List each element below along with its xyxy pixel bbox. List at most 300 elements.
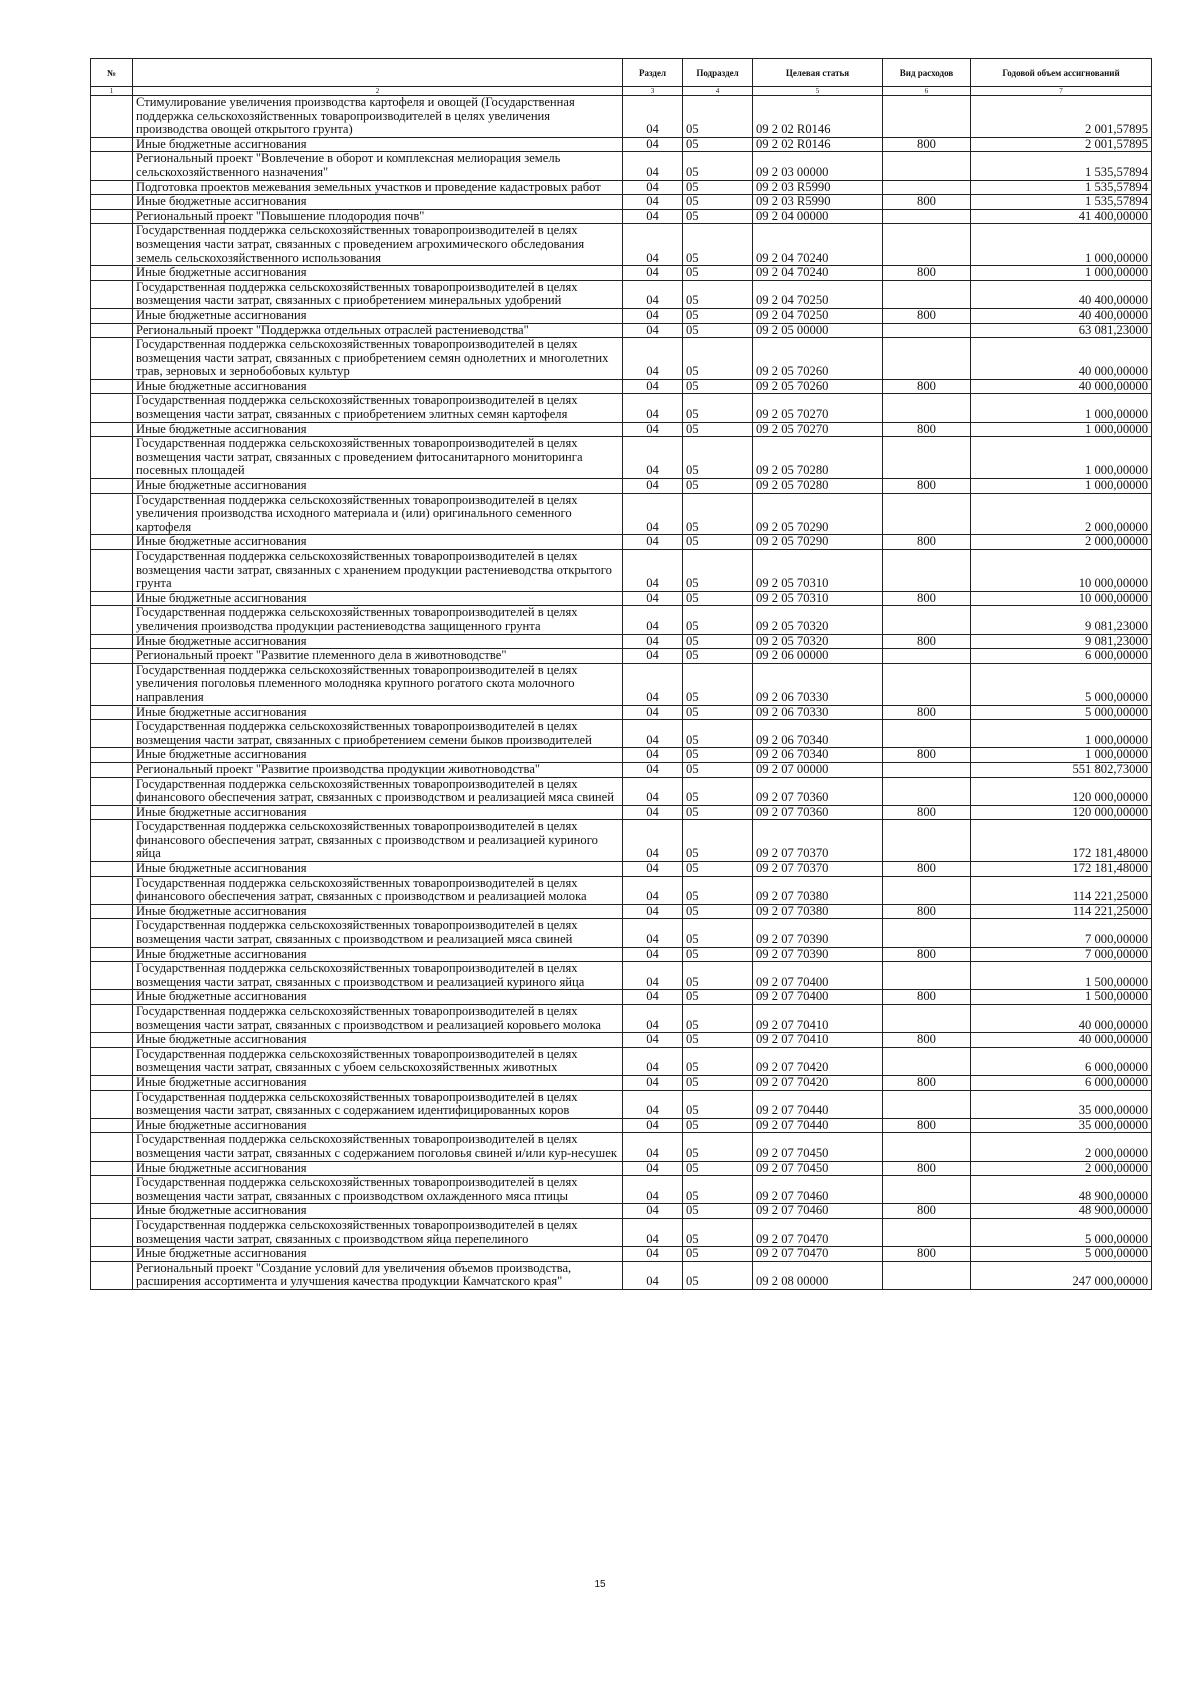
cell-section: 04 (623, 947, 683, 962)
cell-amount: 35 000,00000 (971, 1090, 1152, 1118)
cell-expense-type (883, 1133, 971, 1161)
cell-name: Подготовка проектов межевания земельных участков и проведение кадастровых работ (133, 180, 623, 195)
cell-expense-type (883, 1047, 971, 1075)
cell-expense-type (883, 224, 971, 266)
table-row (91, 777, 1152, 805)
cell-target-article: 09 2 07 70390 (753, 919, 883, 947)
cell-name: Иные бюджетные ассигнования (133, 308, 623, 323)
table-row (91, 209, 1152, 224)
cell-number (91, 479, 133, 494)
cell-target-article: 09 2 07 70440 (753, 1118, 883, 1133)
cell-target-article: 09 2 05 70270 (753, 394, 883, 422)
cell-section: 04 (623, 1090, 683, 1118)
cell-number (91, 437, 133, 479)
cell-name: Иные бюджетные ассигнования (133, 862, 623, 877)
cell-target-article: 09 2 07 70450 (753, 1161, 883, 1176)
cell-target-article: 09 2 07 70410 (753, 1033, 883, 1048)
table-row (91, 947, 1152, 962)
cell-target-article: 09 2 07 70370 (753, 820, 883, 862)
cell-target-article: 09 2 07 70380 (753, 904, 883, 919)
cell-name: Иные бюджетные ассигнования (133, 379, 623, 394)
cell-amount: 40 000,00000 (971, 1005, 1152, 1033)
cell-section: 04 (623, 805, 683, 820)
cell-expense-type (883, 323, 971, 338)
cell-number (91, 394, 133, 422)
cell-number (91, 1247, 133, 1262)
cell-name: Иные бюджетные ассигнования (133, 535, 623, 550)
cell-section: 04 (623, 862, 683, 877)
table-row (91, 394, 1152, 422)
cell-section: 04 (623, 266, 683, 281)
cell-subsection: 05 (683, 1218, 753, 1246)
cell-number (91, 1118, 133, 1133)
cell-target-article: 09 2 06 70330 (753, 663, 883, 705)
cell-expense-type (883, 152, 971, 180)
cell-target-article: 09 2 04 70250 (753, 280, 883, 308)
cell-target-article: 09 2 05 70290 (753, 535, 883, 550)
cell-amount: 6 000,00000 (971, 1047, 1152, 1075)
cell-number (91, 1090, 133, 1118)
budget-table (90, 58, 1152, 1290)
cell-target-article: 09 2 02 R0146 (753, 137, 883, 152)
table-row (91, 137, 1152, 152)
cell-expense-type: 800 (883, 1161, 971, 1176)
cell-subsection: 05 (683, 1204, 753, 1219)
cell-subsection: 05 (683, 493, 753, 535)
cell-section: 04 (623, 323, 683, 338)
cell-number (91, 805, 133, 820)
table-row (91, 663, 1152, 705)
table-row (91, 1033, 1152, 1048)
cell-expense-type (883, 720, 971, 748)
cell-name: Иные бюджетные ассигнования (133, 634, 623, 649)
cell-section: 04 (623, 394, 683, 422)
cell-expense-type: 800 (883, 266, 971, 281)
cell-amount: 1 000,00000 (971, 224, 1152, 266)
table-row (91, 1247, 1152, 1262)
cell-amount: 1 500,00000 (971, 990, 1152, 1005)
cell-target-article: 09 2 07 70460 (753, 1176, 883, 1204)
cell-name: Государственная поддержка сельскохозяйственных товаропроизводителей в целях возмещения части затрат, связанных с приобретением семян однолетних и многолетних трав, зерновых и зернобобовых культур (133, 338, 623, 380)
cell-subsection: 05 (683, 634, 753, 649)
cell-name: Региональный проект "Развитие племенного дела в животноводстве" (133, 649, 623, 664)
cell-name: Государственная поддержка сельскохозяйственных товаропроизводителей в целях возмещения части затрат, связанных с приобретением семени быков производителей (133, 720, 623, 748)
cell-section: 04 (623, 437, 683, 479)
cell-section: 04 (623, 1033, 683, 1048)
cell-name: Государственная поддержка сельскохозяйственных товаропроизводителей в целях возмещения части затрат, связанных с производством и реализацией мяса свиней (133, 919, 623, 947)
cell-amount: 40 000,00000 (971, 338, 1152, 380)
page-number: 15 (594, 1579, 606, 1590)
cell-section: 04 (623, 195, 683, 210)
cell-subsection: 05 (683, 437, 753, 479)
cell-target-article: 09 2 07 70440 (753, 1090, 883, 1118)
cell-name: Государственная поддержка сельскохозяйственных товаропроизводителей в целях возмещения части затрат, связанных с содержанием идентифицированных коров (133, 1090, 623, 1118)
cell-expense-type: 800 (883, 862, 971, 877)
cell-name: Иные бюджетные ассигнования (133, 805, 623, 820)
cell-expense-type (883, 876, 971, 904)
cell-expense-type (883, 280, 971, 308)
cell-name: Иные бюджетные ассигнования (133, 1075, 623, 1090)
cell-name: Государственная поддержка сельскохозяйственных товаропроизводителей в целях увеличения производства продукции растениеводства защищенного грунта (133, 606, 623, 634)
cell-subsection: 05 (683, 947, 753, 962)
column-number: 5 (753, 87, 883, 96)
cell-number (91, 1204, 133, 1219)
header-name (133, 59, 623, 87)
cell-expense-type (883, 437, 971, 479)
table-row (91, 591, 1152, 606)
cell-section: 04 (623, 137, 683, 152)
cell-subsection: 05 (683, 338, 753, 380)
cell-section: 04 (623, 422, 683, 437)
cell-expense-type: 800 (883, 1247, 971, 1262)
cell-subsection: 05 (683, 479, 753, 494)
table-row (91, 195, 1152, 210)
cell-number (91, 876, 133, 904)
cell-target-article: 09 2 07 70400 (753, 962, 883, 990)
cell-target-article: 09 2 08 00000 (753, 1261, 883, 1289)
cell-section: 04 (623, 493, 683, 535)
cell-expense-type: 800 (883, 195, 971, 210)
cell-subsection: 05 (683, 550, 753, 592)
cell-amount: 6 000,00000 (971, 649, 1152, 664)
cell-subsection: 05 (683, 1033, 753, 1048)
cell-section: 04 (623, 209, 683, 224)
cell-amount: 114 221,25000 (971, 876, 1152, 904)
cell-expense-type: 800 (883, 1075, 971, 1090)
cell-name: Государственная поддержка сельскохозяйственных товаропроизводителей в целях финансового обеспечения затрат, связанных с производством и реализацией куриного яйца (133, 820, 623, 862)
table-row (91, 152, 1152, 180)
table-row (91, 550, 1152, 592)
table-row (91, 437, 1152, 479)
cell-number (91, 990, 133, 1005)
cell-section: 04 (623, 1247, 683, 1262)
cell-target-article: 09 2 07 70450 (753, 1133, 883, 1161)
cell-name: Иные бюджетные ассигнования (133, 422, 623, 437)
cell-amount: 40 000,00000 (971, 379, 1152, 394)
cell-name: Иные бюджетные ассигнования (133, 947, 623, 962)
cell-subsection: 05 (683, 96, 753, 138)
cell-name: Стимулирование увеличения производства картофеля и овощей (Государственная поддержка сельскохозяйственных товаропроизводителей в целях увеличения производства овощей открытого грунта) (133, 96, 623, 138)
header-annual-amount: Годовой объем ассигнований (971, 59, 1152, 87)
cell-number (91, 748, 133, 763)
cell-expense-type (883, 1218, 971, 1246)
cell-target-article: 09 2 07 70410 (753, 1005, 883, 1033)
cell-amount: 48 900,00000 (971, 1204, 1152, 1219)
cell-target-article: 09 2 07 70400 (753, 990, 883, 1005)
cell-number (91, 962, 133, 990)
cell-expense-type: 800 (883, 947, 971, 962)
cell-number (91, 1161, 133, 1176)
cell-subsection: 05 (683, 224, 753, 266)
cell-number (91, 195, 133, 210)
table-body (91, 96, 1152, 1290)
cell-target-article: 09 2 06 70330 (753, 705, 883, 720)
cell-section: 04 (623, 591, 683, 606)
cell-subsection: 05 (683, 919, 753, 947)
table-row (91, 323, 1152, 338)
cell-target-article: 09 2 04 00000 (753, 209, 883, 224)
cell-name: Региональный проект "Вовлечение в оборот и комплексная мелиорация земель сельскохозяйственного назначения" (133, 152, 623, 180)
cell-number (91, 1133, 133, 1161)
cell-expense-type: 800 (883, 705, 971, 720)
cell-number (91, 137, 133, 152)
cell-section: 04 (623, 180, 683, 195)
cell-amount: 2 000,00000 (971, 1161, 1152, 1176)
cell-target-article: 09 2 05 70260 (753, 338, 883, 380)
cell-amount: 120 000,00000 (971, 805, 1152, 820)
cell-name: Региональный проект "Создание условий для увеличения объемов производства, расширения ассортимента и улучшения качества продукции Камчатского края" (133, 1261, 623, 1289)
cell-amount: 5 000,00000 (971, 663, 1152, 705)
cell-number (91, 663, 133, 705)
table-row (91, 1204, 1152, 1219)
cell-amount: 40 000,00000 (971, 1033, 1152, 1048)
cell-amount: 5 000,00000 (971, 1218, 1152, 1246)
cell-expense-type (883, 663, 971, 705)
cell-name: Иные бюджетные ассигнования (133, 748, 623, 763)
cell-amount: 120 000,00000 (971, 777, 1152, 805)
cell-number (91, 606, 133, 634)
cell-number (91, 1261, 133, 1289)
table-row (91, 308, 1152, 323)
cell-amount: 1 535,57894 (971, 195, 1152, 210)
cell-name: Государственная поддержка сельскохозяйственных товаропроизводителей в целях возмещения части затрат, связанных с приобретением элитных семян картофеля (133, 394, 623, 422)
cell-amount: 2 000,00000 (971, 1133, 1152, 1161)
cell-target-article: 09 2 04 70240 (753, 224, 883, 266)
column-number: 3 (623, 87, 683, 96)
cell-name: Иные бюджетные ассигнования (133, 1204, 623, 1219)
cell-expense-type (883, 820, 971, 862)
cell-section: 04 (623, 876, 683, 904)
cell-target-article: 09 2 06 70340 (753, 748, 883, 763)
cell-amount: 2 000,00000 (971, 493, 1152, 535)
cell-subsection: 05 (683, 663, 753, 705)
cell-name: Иные бюджетные ассигнования (133, 591, 623, 606)
cell-name: Государственная поддержка сельскохозяйственных товаропроизводителей в целях возмещения части затрат, связанных с производством и реализацией куриного яйца (133, 962, 623, 990)
table-row (91, 479, 1152, 494)
table-row (91, 720, 1152, 748)
cell-name: Иные бюджетные ассигнования (133, 1033, 623, 1048)
cell-name: Государственная поддержка сельскохозяйственных товаропроизводителей в целях финансового обеспечения затрат, связанных с производством и реализацией молока (133, 876, 623, 904)
column-number: 6 (883, 87, 971, 96)
cell-section: 04 (623, 1005, 683, 1033)
cell-number (91, 493, 133, 535)
cell-amount: 7 000,00000 (971, 947, 1152, 962)
cell-subsection: 05 (683, 1118, 753, 1133)
cell-subsection: 05 (683, 394, 753, 422)
cell-number (91, 180, 133, 195)
cell-section: 04 (623, 720, 683, 748)
cell-section: 04 (623, 919, 683, 947)
cell-section: 04 (623, 634, 683, 649)
cell-amount: 40 400,00000 (971, 280, 1152, 308)
cell-name: Иные бюджетные ассигнования (133, 479, 623, 494)
cell-number (91, 338, 133, 380)
cell-section: 04 (623, 96, 683, 138)
cell-name: Государственная поддержка сельскохозяйственных товаропроизводителей в целях возмещения части затрат, связанных с хранением продукции растениеводства открытого грунта (133, 550, 623, 592)
cell-number (91, 209, 133, 224)
cell-subsection: 05 (683, 535, 753, 550)
cell-name: Государственная поддержка сельскохозяйственных товаропроизводителей в целях возмещения части затрат, связанных с убоем сельскохозяйственных животных (133, 1047, 623, 1075)
cell-target-article: 09 2 05 70310 (753, 591, 883, 606)
cell-number (91, 1033, 133, 1048)
cell-section: 04 (623, 535, 683, 550)
cell-amount: 41 400,00000 (971, 209, 1152, 224)
cell-amount: 35 000,00000 (971, 1118, 1152, 1133)
column-number: 2 (133, 87, 623, 96)
cell-subsection: 05 (683, 209, 753, 224)
column-number: 1 (91, 87, 133, 96)
cell-section: 04 (623, 1047, 683, 1075)
cell-number (91, 777, 133, 805)
cell-name: Иные бюджетные ассигнования (133, 1118, 623, 1133)
table-row (91, 422, 1152, 437)
cell-section: 04 (623, 479, 683, 494)
cell-target-article: 09 2 07 70370 (753, 862, 883, 877)
cell-target-article: 09 2 07 70420 (753, 1075, 883, 1090)
cell-section: 04 (623, 777, 683, 805)
cell-target-article: 09 2 07 70470 (753, 1218, 883, 1246)
cell-number (91, 1075, 133, 1090)
cell-expense-type: 800 (883, 904, 971, 919)
cell-expense-type: 800 (883, 634, 971, 649)
cell-name: Государственная поддержка сельскохозяйственных товаропроизводителей в целях возмещения части затрат, связанных с содержанием поголовья свиней и/или кур-несушек (133, 1133, 623, 1161)
cell-subsection: 05 (683, 606, 753, 634)
cell-subsection: 05 (683, 805, 753, 820)
cell-subsection: 05 (683, 422, 753, 437)
cell-number (91, 266, 133, 281)
cell-expense-type: 800 (883, 379, 971, 394)
cell-amount: 7 000,00000 (971, 919, 1152, 947)
cell-target-article: 09 2 07 00000 (753, 762, 883, 777)
cell-expense-type (883, 180, 971, 195)
cell-subsection: 05 (683, 1261, 753, 1289)
cell-expense-type: 800 (883, 1204, 971, 1219)
cell-subsection: 05 (683, 990, 753, 1005)
cell-target-article: 09 2 04 70240 (753, 266, 883, 281)
cell-amount: 40 400,00000 (971, 308, 1152, 323)
cell-section: 04 (623, 990, 683, 1005)
cell-section: 04 (623, 649, 683, 664)
cell-subsection: 05 (683, 180, 753, 195)
table-row (91, 224, 1152, 266)
cell-number (91, 1005, 133, 1033)
cell-number (91, 919, 133, 947)
cell-target-article: 09 2 05 70280 (753, 479, 883, 494)
cell-section: 04 (623, 1218, 683, 1246)
cell-subsection: 05 (683, 649, 753, 664)
cell-name: Региональный проект "Поддержка отдельных отраслей растениеводства" (133, 323, 623, 338)
cell-target-article: 09 2 07 70390 (753, 947, 883, 962)
cell-number (91, 904, 133, 919)
table-row (91, 280, 1152, 308)
header-section: Раздел (623, 59, 683, 87)
table-row (91, 606, 1152, 634)
cell-target-article: 09 2 05 70290 (753, 493, 883, 535)
table-row (91, 1133, 1152, 1161)
cell-amount: 5 000,00000 (971, 1247, 1152, 1262)
column-number: 7 (971, 87, 1152, 96)
cell-name: Государственная поддержка сельскохозяйственных товаропроизводителей в целях возмещения части затрат, связанных с производством яйца перепелиного (133, 1218, 623, 1246)
cell-name: Иные бюджетные ассигнования (133, 266, 623, 281)
cell-expense-type (883, 338, 971, 380)
cell-expense-type: 800 (883, 308, 971, 323)
cell-subsection: 05 (683, 720, 753, 748)
cell-subsection: 05 (683, 876, 753, 904)
table-row (91, 962, 1152, 990)
cell-name: Иные бюджетные ассигнования (133, 990, 623, 1005)
cell-section: 04 (623, 550, 683, 592)
cell-amount: 1 000,00000 (971, 748, 1152, 763)
cell-section: 04 (623, 379, 683, 394)
table-row (91, 1090, 1152, 1118)
cell-number (91, 862, 133, 877)
cell-target-article: 09 2 05 70320 (753, 634, 883, 649)
cell-amount: 9 081,23000 (971, 634, 1152, 649)
table-row (91, 762, 1152, 777)
cell-amount: 1 000,00000 (971, 720, 1152, 748)
cell-name: Государственная поддержка сельскохозяйственных товаропроизводителей в целях увеличения поголовья племенного молодняка крупного рогатого скота молочного направления (133, 663, 623, 705)
cell-name: Государственная поддержка сельскохозяйственных товаропроизводителей в целях увеличения производства исходного материала и (или) оригинального семенного картофеля (133, 493, 623, 535)
table-row (91, 1176, 1152, 1204)
budget-document (90, 58, 1151, 1290)
cell-section: 04 (623, 1133, 683, 1161)
cell-subsection: 05 (683, 1005, 753, 1033)
cell-amount: 551 802,73000 (971, 762, 1152, 777)
cell-expense-type (883, 209, 971, 224)
cell-target-article: 09 2 07 70380 (753, 876, 883, 904)
table-row (91, 1118, 1152, 1133)
table-row (91, 1261, 1152, 1289)
cell-number (91, 379, 133, 394)
cell-subsection: 05 (683, 1133, 753, 1161)
table-row (91, 705, 1152, 720)
cell-target-article: 09 2 06 00000 (753, 649, 883, 664)
cell-subsection: 05 (683, 308, 753, 323)
cell-subsection: 05 (683, 1075, 753, 1090)
cell-subsection: 05 (683, 777, 753, 805)
cell-target-article: 09 2 05 70320 (753, 606, 883, 634)
cell-name: Иные бюджетные ассигнования (133, 1161, 623, 1176)
cell-target-article: 09 2 07 70360 (753, 805, 883, 820)
cell-amount: 2 000,00000 (971, 535, 1152, 550)
cell-number (91, 1047, 133, 1075)
cell-target-article: 09 2 07 70360 (753, 777, 883, 805)
cell-name: Иные бюджетные ассигнования (133, 195, 623, 210)
cell-amount: 2 001,57895 (971, 96, 1152, 138)
cell-amount: 114 221,25000 (971, 904, 1152, 919)
cell-amount: 1 000,00000 (971, 437, 1152, 479)
table-row (91, 493, 1152, 535)
cell-expense-type: 800 (883, 1118, 971, 1133)
cell-expense-type (883, 606, 971, 634)
cell-number (91, 535, 133, 550)
header-target-article: Целевая статья (753, 59, 883, 87)
cell-expense-type: 800 (883, 805, 971, 820)
cell-expense-type: 800 (883, 990, 971, 1005)
cell-expense-type: 800 (883, 137, 971, 152)
cell-amount: 1 535,57894 (971, 180, 1152, 195)
table-row (91, 634, 1152, 649)
table-row (91, 1218, 1152, 1246)
cell-subsection: 05 (683, 266, 753, 281)
cell-amount: 10 000,00000 (971, 550, 1152, 592)
cell-expense-type (883, 96, 971, 138)
table-row (91, 862, 1152, 877)
header-subsection: Подраздел (683, 59, 753, 87)
table-row (91, 1161, 1152, 1176)
cell-subsection: 05 (683, 1047, 753, 1075)
cell-target-article: 09 2 07 70470 (753, 1247, 883, 1262)
